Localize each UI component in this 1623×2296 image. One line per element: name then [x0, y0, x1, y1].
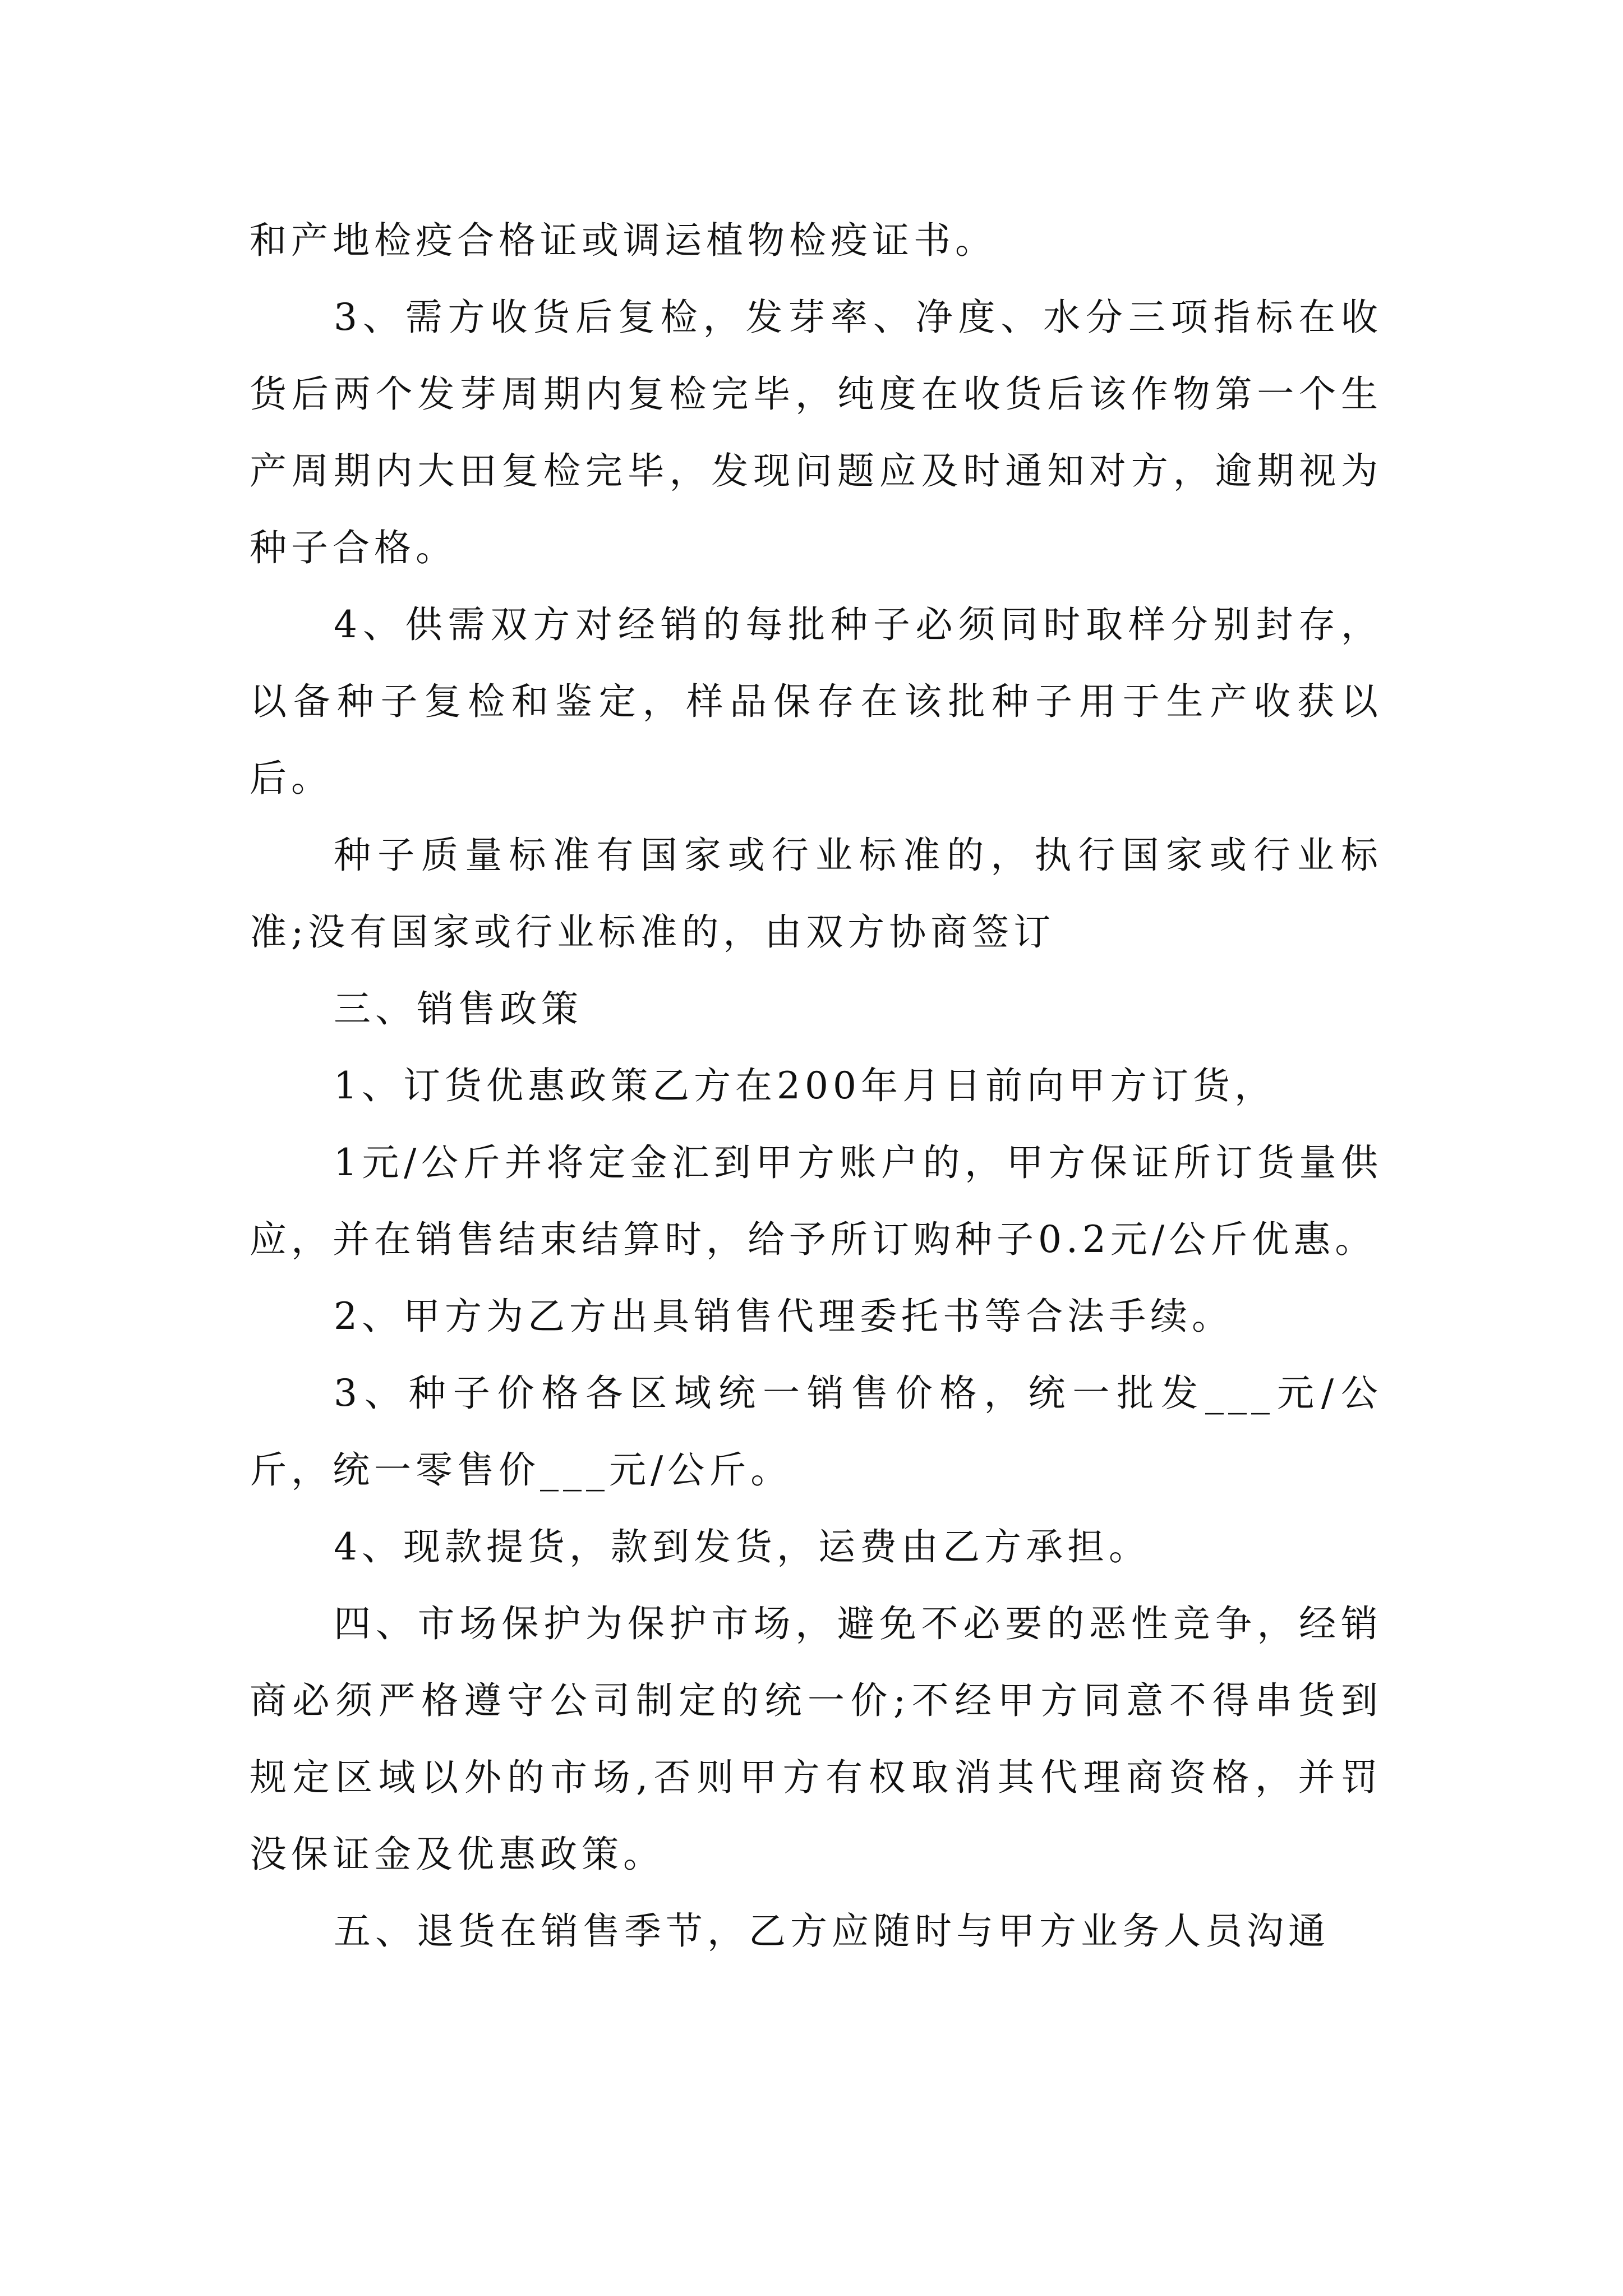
paragraph-quality-standard: 种子质量标准有国家或行业标准的，执行国家或行业标准;没有国家或行业标准的，由双方协商签订 [250, 834, 1382, 954]
paragraph-recheck-terms: 3、需方收货后复检，发芽率、净度、水分三项指标在收货后两个发芽周期内复检完毕，纯度在收货后该作物第一个生产周期内大田复检完毕，发现问题应及时通知对方，逾期视为种子合格。 [250, 296, 1382, 569]
paragraph-order-discount: 1、订货优惠政策乙方在200年月日前向甲方订货， [334, 1064, 1276, 1107]
paragraph-payment-shipping: 4、现款提货，款到发货，运费由乙方承担。 [334, 1525, 1150, 1568]
paragraph-returns: 五、退货在销售季节，乙方应随时与甲方业务人员沟通 [334, 1910, 1330, 1953]
paragraph-agency-documents: 2、甲方为乙方出具销售代理委托书等合法手续。 [334, 1295, 1233, 1338]
document-body [250, 202, 1382, 1970]
paragraph-deposit-terms: 1元/公斤并将定金汇到甲方账户的，甲方保证所订货量供应，并在销售结束结算时，给予所订购种子0.2元/公斤优惠。 [250, 1141, 1382, 1261]
paragraph-unified-price: 3、种子价格各区域统一销售价格，统一批发___元/公斤，统一零售价___元/公斤。 [250, 1372, 1382, 1492]
section-heading-sales-policy: 三、销售政策 [334, 987, 583, 1030]
paragraph-sample-storage: 4、供需双方对经销的每批种子必须同时取样分别封存，以备种子复检和鉴定，样品保存在该批种子用于生产收获以后。 [250, 603, 1382, 800]
paragraph-quarantine-certificate: 和产地检疫合格证或调运植物检疫证书。 [250, 219, 997, 262]
paragraph-market-protection: 四、市场保护为保护市场，避免不必要的恶性竞争，经销商必须严格遵守公司制定的统一价;不经甲方同意不得串货到规定区域以外的市场,否则甲方有权取消其代理商资格，并罚没保证金及优惠政策。 [250, 1602, 1382, 1876]
